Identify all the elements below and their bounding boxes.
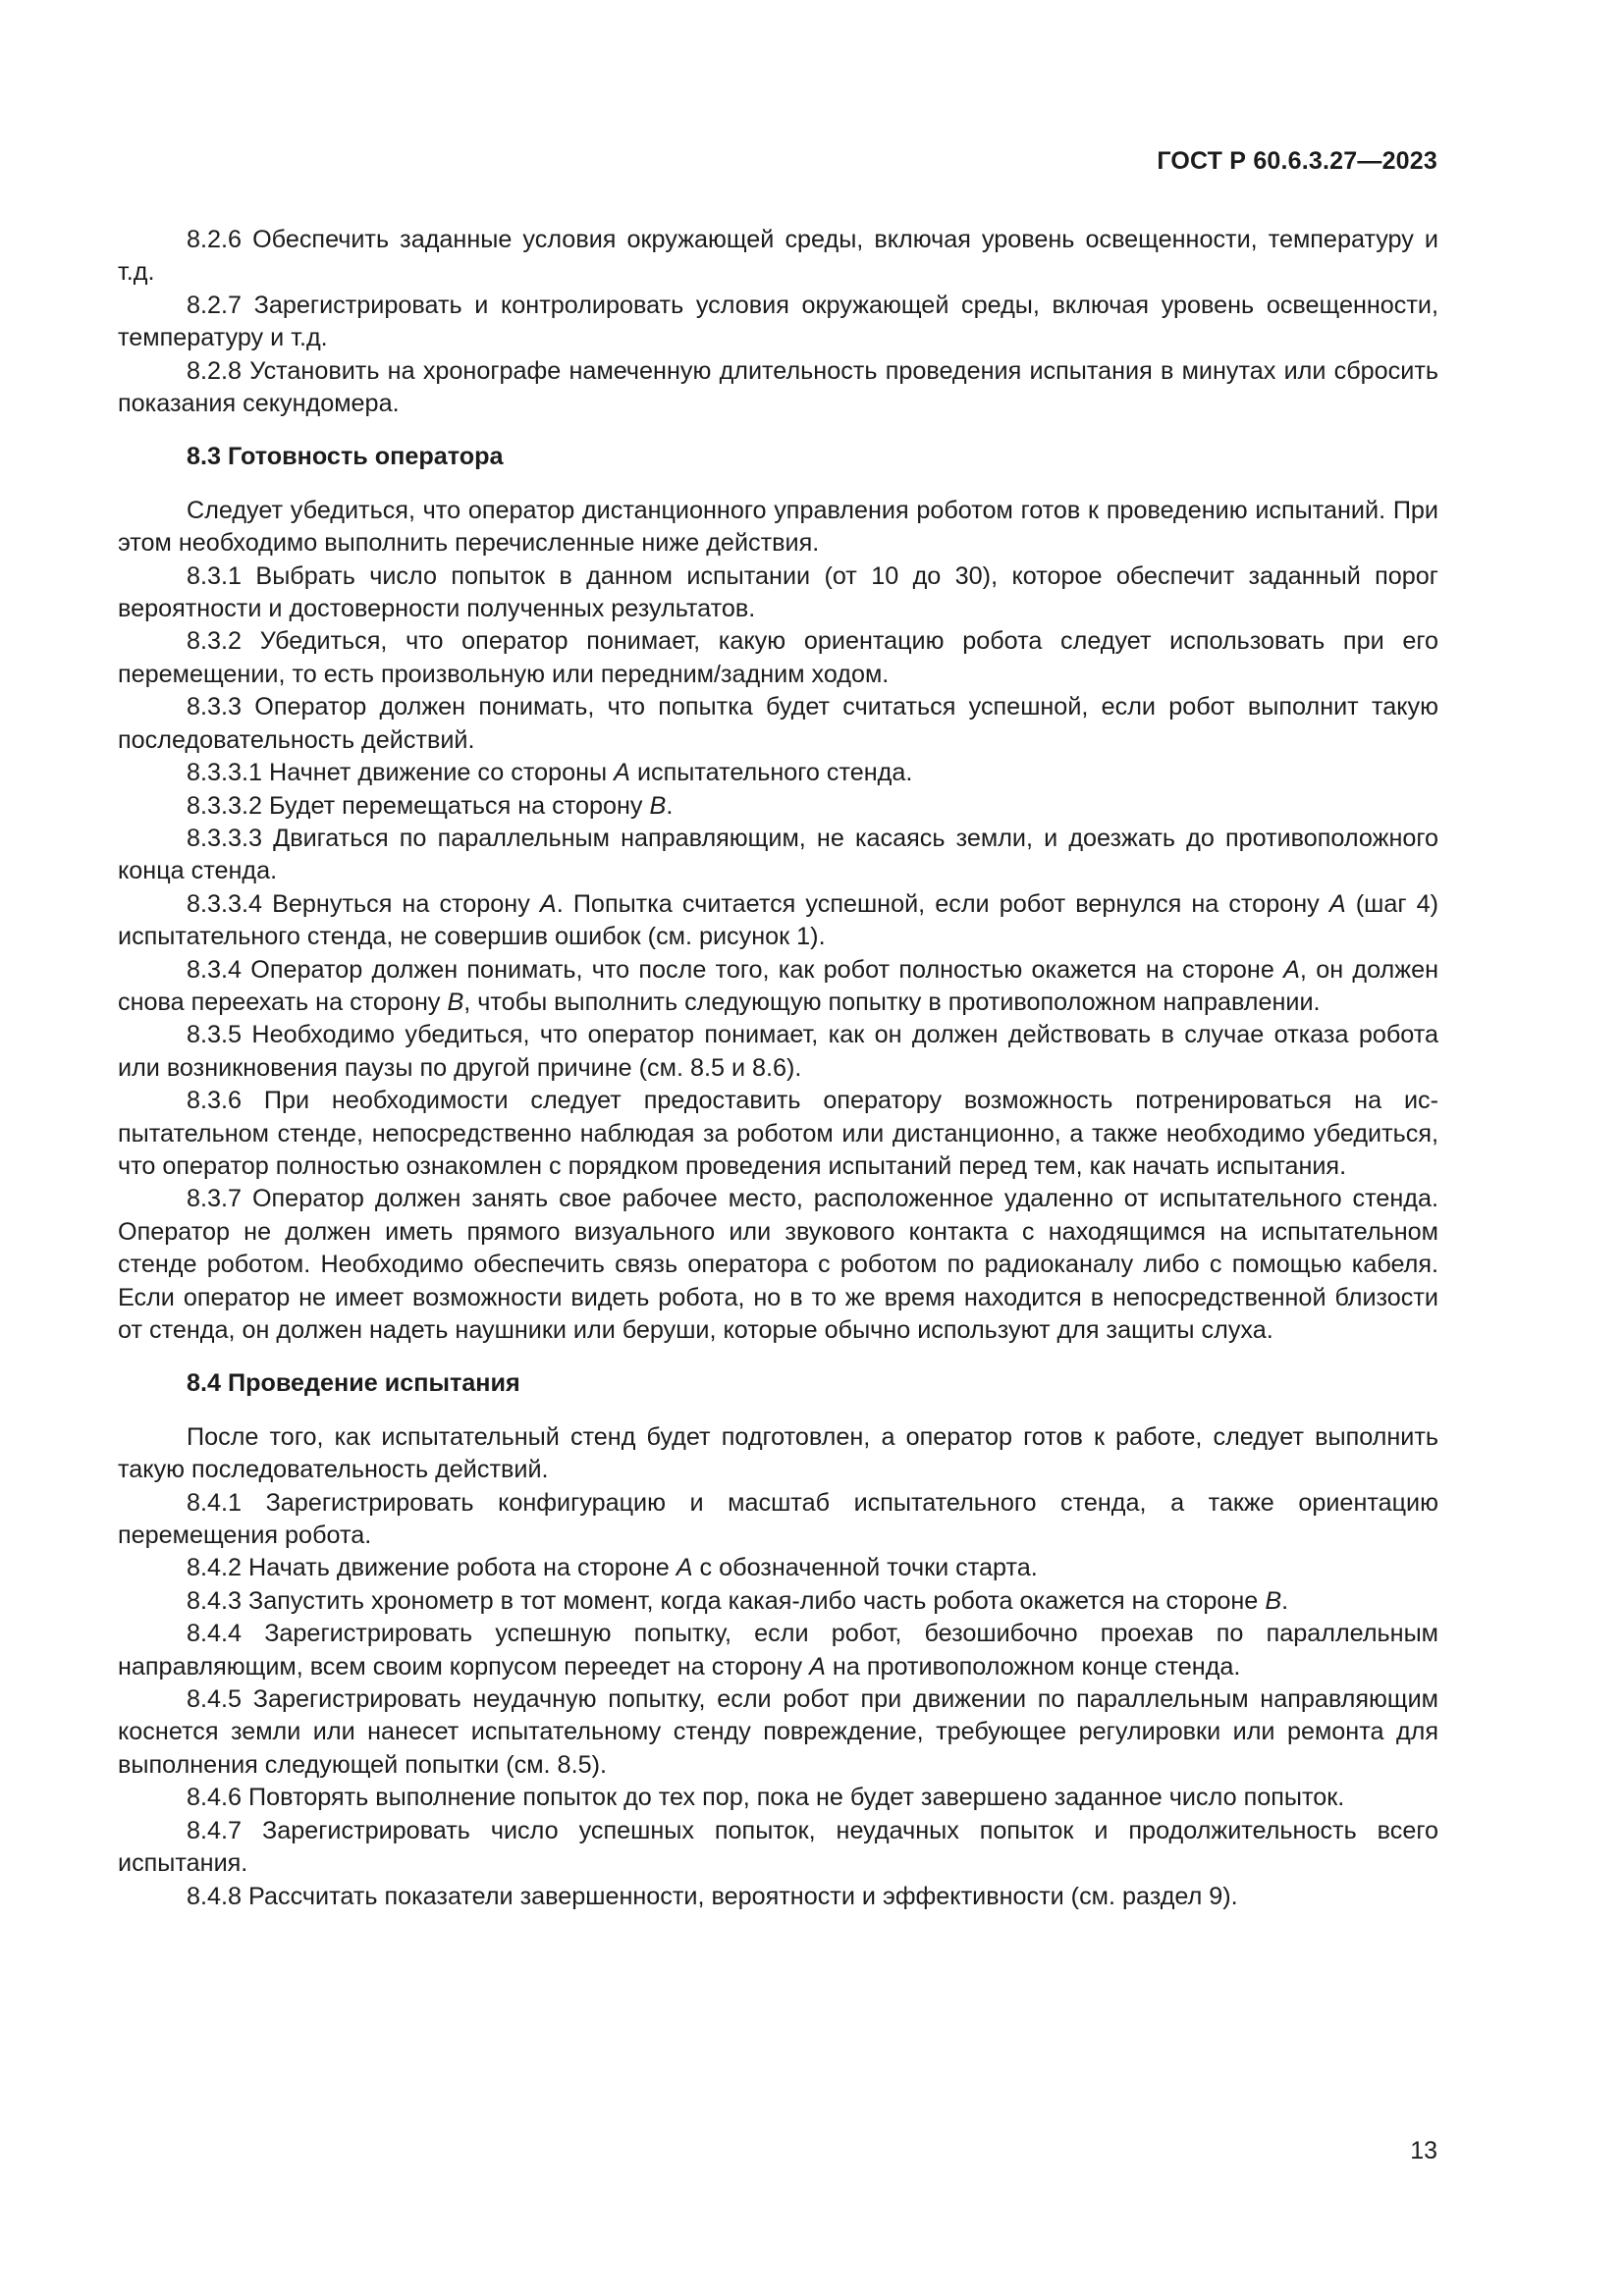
paragraph-8-4-6: 8.4.6 Повторять выполнение попыток до тех пор, пока не будет завершено заданное число попыток. bbox=[187, 1784, 1345, 1812]
paragraph-8-3-intro: Следует убедиться, что оператор дистанционного управления роботом готов к проведению испытаний. При этом необходимо выполнить перечисленные ниже действия. bbox=[118, 496, 1438, 558]
text-run: . bbox=[1281, 1586, 1289, 1615]
side-b-label: В bbox=[1265, 1586, 1282, 1615]
text-run: 8.4.4 Зарегистрировать успешную попытку, если робот, безошибочно проехав по параллельным направляющим, всем своим корпусом переедет на сторону bbox=[118, 1620, 1438, 1681]
text-run: с обозначенной точки старта. bbox=[692, 1554, 1038, 1582]
text-run: (шаг 4) испытательного стенда, не совершив ошибок (см. рисунок 1). bbox=[118, 889, 1438, 951]
text-run: . Попытка считается успешной, если робот вернулся на сторону bbox=[556, 889, 1329, 918]
text-run: 8.3.3.2 Будет перемещаться на сторону bbox=[187, 791, 650, 820]
paragraph-8-3-7: 8.3.7 Оператор должен занять свое рабочее место, расположенное удаленно от испытательного стенда. Оператор не должен иметь прямого визуального или звукового контакта с находящимся на испытательном стенде роботом. Необходимо обеспечить связь оператора с роботом по радиоканалу либо с помощью кабеля. Если оператор не имеет возможности видеть робота, но в то же время находится в непосредственной близости от стенда, он должен надеть наушники или беруши, которые обычно используют для защиты слуха. bbox=[118, 1185, 1438, 1344]
side-a-label: А bbox=[676, 1554, 693, 1582]
paragraph-8-4-4 bbox=[118, 1618, 1438, 1683]
side-a-label: А bbox=[1283, 955, 1300, 984]
paragraph-8-4-5: 8.4.5 Зарегистрировать неудачную попытку, если робот при движении по параллельным направляющим коснется земли или нанесет испытательному стенду повреждение, требующее регулировки или ремонта для выполнения следующей попытки (см. 8.5). bbox=[118, 1685, 1438, 1779]
paragraph-8-3-1: 8.3.1 Выбрать число попыток в данном испытании (от 10 до 30), которое обеспечит заданный порог вероятности и достоверности полученных результатов. bbox=[118, 561, 1438, 623]
side-b-label: В bbox=[649, 791, 667, 820]
text-run: испытательного стенда. bbox=[629, 759, 913, 787]
page-number: 13 bbox=[1410, 2137, 1437, 2164]
text-run: , он должен снова переехать на сторону bbox=[118, 955, 1438, 1016]
paragraph-8-3-3: 8.3.3 Оператор должен понимать, что попытка будет считаться успешной, если робот выполнит такую последовательность действий. bbox=[118, 693, 1438, 754]
text-run: . bbox=[666, 791, 674, 820]
paragraph-8-3-3-1 bbox=[118, 757, 1438, 789]
paragraph-8-4-2 bbox=[118, 1552, 1438, 1584]
paragraph-8-3-3-2 bbox=[118, 790, 1438, 823]
side-a-label: А bbox=[614, 759, 630, 787]
text-run: , чтобы выполнить следующую попытку в противоположном направлении. bbox=[463, 988, 1321, 1016]
side-a-label: А bbox=[809, 1652, 826, 1681]
paragraph-8-2-8: 8.2.8 Установить на хронографе намеченную длительность проведения испытания в минутах или сбросить показания секундомера. bbox=[118, 356, 1438, 418]
paragraph-8-4-7: 8.4.7 Зарегистрировать число успешных попыток, неудачных попыток и продолжительность всего испытания. bbox=[118, 1816, 1438, 1878]
paragraph-8-3-3-4 bbox=[118, 888, 1438, 954]
text-run: 8.3.3.4 Вернуться на сторону bbox=[187, 889, 540, 918]
text-run: 8.3.4 Оператор должен понимать, что после того, как робот полностью окажется на стороне bbox=[187, 955, 1284, 984]
paragraph-8-4-8: 8.4.8 Рассчитать показатели завершенности, вероятности и эффективности (см. раздел 9). bbox=[187, 1882, 1238, 1910]
paragraph-8-3-2: 8.3.2 Убедиться, что оператор понимает, какую ориентацию робота следует использовать при его перемещении, то есть произвольную или передним/задним ходом. bbox=[118, 627, 1438, 688]
text-run: 8.4.3 Запустить хронометр в тот момент, когда какая-либо часть робота окажется на стороне bbox=[187, 1586, 1266, 1615]
text-run: 8.3.3.1 Начнет движение со стороны bbox=[187, 759, 615, 787]
side-b-label: В bbox=[447, 988, 464, 1016]
text-run: 8.4.2 Начать движение робота на стороне bbox=[187, 1554, 677, 1582]
paragraph-8-3-4 bbox=[118, 954, 1438, 1020]
paragraph-8-4-intro: После того, как испытательный стенд будет подготовлен, а оператор готов к работе, следует выполнить такую последовательность действий. bbox=[118, 1422, 1438, 1484]
paragraph-8-2-7: 8.2.7 Зарегистрировать и контролировать условия окружающей среды, включая уровень освещенности, температуру и т.д. bbox=[118, 291, 1438, 352]
section-heading-8-4: 8.4 Проведение испытания bbox=[187, 1369, 520, 1398]
paragraph-8-3-3-3: 8.3.3.3 Двигаться по параллельным направляющим, не касаясь земли, и доезжать до противоположного конца стенда. bbox=[118, 824, 1438, 885]
paragraph-8-4-1: 8.4.1 Зарегистрировать конфигурацию и масштаб испытательного стенда, а также ориентацию перемещения робота. bbox=[118, 1488, 1438, 1550]
paragraph-8-3-5: 8.3.5 Необходимо убедиться, что оператор понимает, как он должен действовать в случае отказа робота или возникновения паузы по другой причине (см. 8.5 и 8.6). bbox=[118, 1021, 1438, 1082]
side-a-label: А bbox=[539, 889, 557, 918]
paragraph-8-3-6: 8.3.6 При необходимости следует предоставить оператору возможность потренироваться на испытательном стенде, непосредственно наблюдая за роботом или дистанционно, а также необходимо убедиться, что оператор полностью ознакомлен с порядком проведения испытаний перед тем, как начать испытания. bbox=[118, 1087, 1438, 1180]
text-run: на противоположном конце стенда. bbox=[825, 1652, 1241, 1681]
section-heading-8-3: 8.3 Готовность оператора bbox=[187, 443, 504, 471]
document-body bbox=[118, 224, 1438, 1913]
paragraph-8-2-6: 8.2.6 Обеспечить заданные условия окружающей среды, включая уровень освещенности, температуру и т.д. bbox=[118, 226, 1438, 287]
side-a-label: А bbox=[1328, 889, 1346, 918]
document-code: ГОСТ Р 60.6.3.27—2023 bbox=[1157, 147, 1437, 175]
paragraph-8-4-3 bbox=[118, 1585, 1438, 1618]
